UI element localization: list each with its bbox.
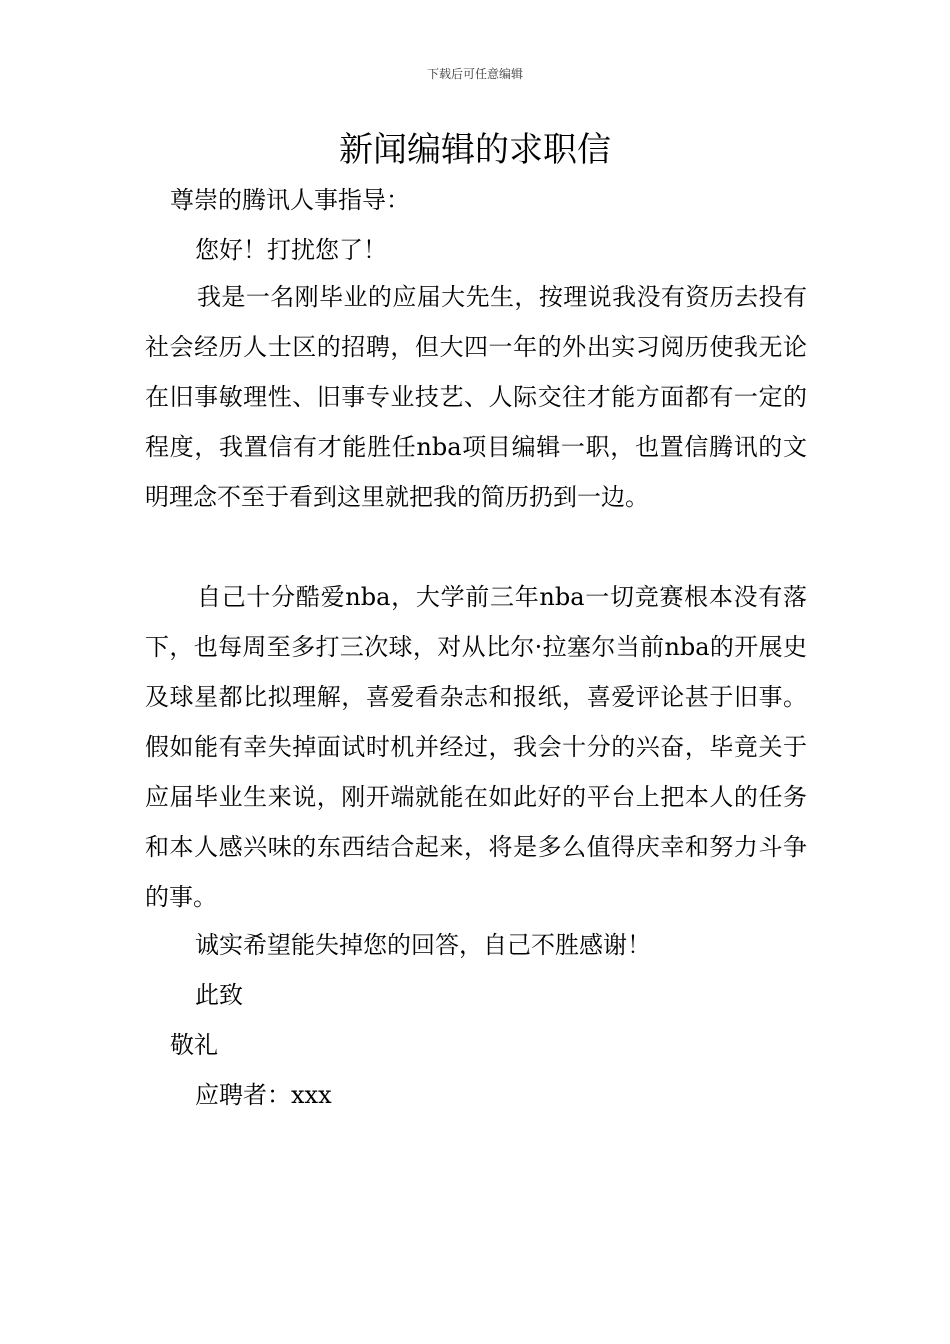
greeting: 您好！打扰您了！ — [195, 236, 387, 264]
closing-thanks: 诚实希望能失掉您的回答，自己不胜感谢！ — [195, 931, 651, 959]
salutation: 尊崇的腾讯人事指导： — [170, 186, 410, 214]
closing-cizhi: 此致 — [195, 981, 243, 1009]
document-title: 新闻编辑的求职信 — [339, 130, 611, 170]
body-paragraph: 自己十分酷爱nba，大学前三年nba一切竞赛根本没有落下，也每周至多打三次球，对从比尔·拉塞尔当前nba的开展史及球星都比拟理解，喜爱看杂志和报纸，喜爱评论甚于旧事。假如能有幸失掉面试时机并经过，我会十分的兴奋，毕竟关于应届毕业生来说，刚开端就能在如此好的平台上把本人的任务和本人感兴味的东西结合起来，将是多么值得庆幸和努力斗争的事。 — [145, 583, 807, 911]
signature: 应聘者：xxx — [195, 1081, 332, 1109]
closing-jingli: 敬礼 — [170, 1031, 218, 1059]
body-paragraph: 我是一名刚毕业的应届大先生，按理说我没有资历去投有社会经历人士区的招聘，但大四一年的外出实习阅历使我无论在旧事敏理性、旧事专业技艺、人际交往才能方面都有一定的程度，我置信有才能胜任nba项目编辑一职，也置信腾讯的文明理念不至于看到这里就把我的简历扔到一边。 — [145, 283, 807, 511]
header-note: 下载后可任意编辑 — [426, 67, 523, 81]
